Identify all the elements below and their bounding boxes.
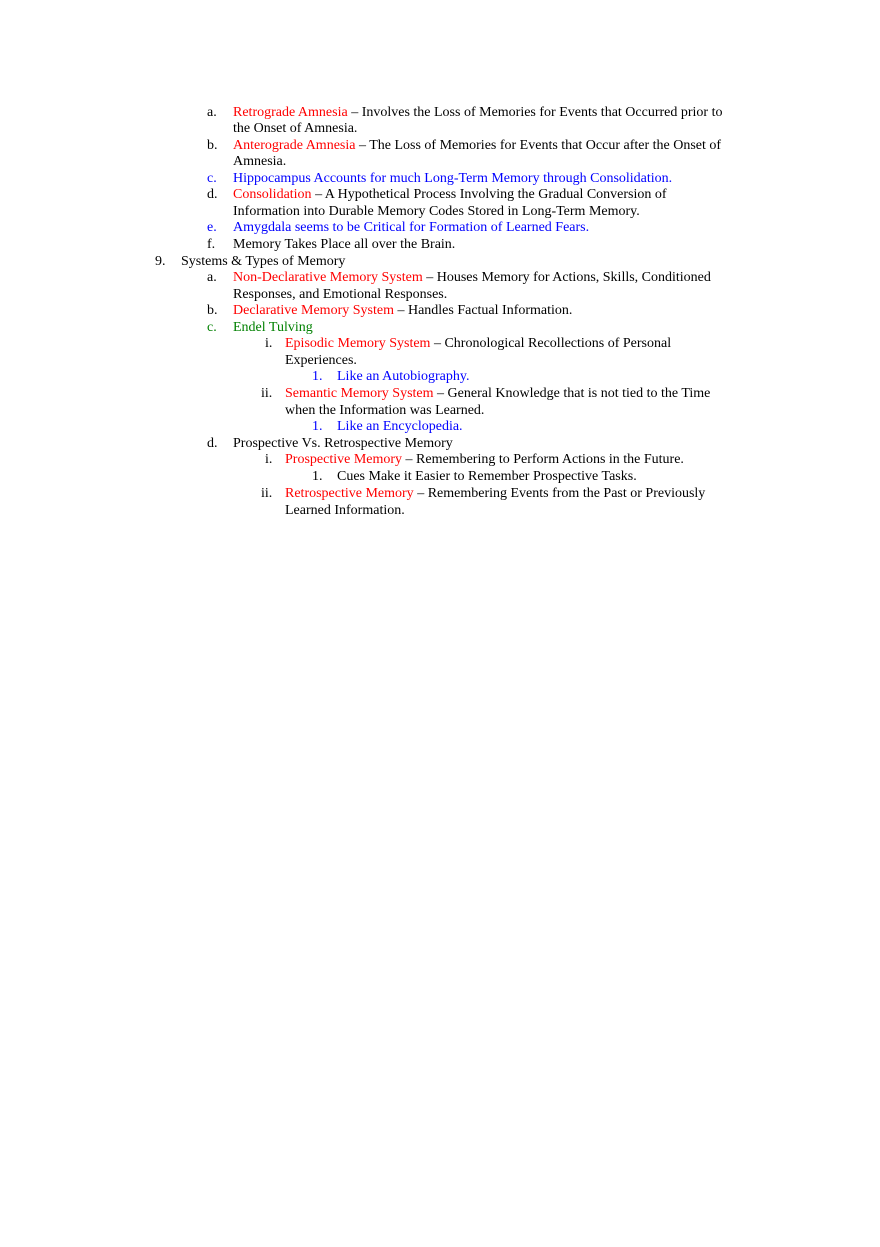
term: Retrograde Amnesia bbox=[233, 105, 348, 120]
list-item-continuation: Experiences. bbox=[285, 353, 357, 368]
list-item-memory-brain: Memory Takes Place all over the Brain. bbox=[233, 237, 456, 252]
list-marker: ii. bbox=[261, 386, 273, 401]
list-item-continuation: Learned Information. bbox=[285, 503, 405, 518]
list-item-hippocampus: Hippocampus Accounts for much Long-Term Memory through Consolidation. bbox=[233, 171, 673, 186]
term: Prospective Memory bbox=[285, 452, 403, 467]
list-item-continuation: the Onset of Amnesia. bbox=[233, 121, 358, 136]
list-marker: i. bbox=[265, 452, 273, 467]
list-marker: b. bbox=[207, 138, 218, 153]
list-item-autobiography: Like an Autobiography. bbox=[337, 369, 470, 384]
term: Retrospective Memory bbox=[285, 486, 414, 501]
list-item-non-declarative bbox=[233, 270, 711, 287]
list-item-continuation: Information into Durable Memory Codes Stored in Long-Term Memory. bbox=[233, 204, 640, 219]
list-item-endel-tulving: Endel Tulving bbox=[233, 320, 313, 335]
list-marker: 9. bbox=[155, 254, 166, 269]
list-marker: d. bbox=[207, 436, 218, 451]
term: Non-Declarative Memory System bbox=[233, 270, 423, 285]
list-item-declarative bbox=[233, 303, 572, 320]
list-marker: f. bbox=[207, 237, 216, 252]
list-marker: c. bbox=[207, 320, 217, 335]
definition: – Remembering Events from the Past or Previously bbox=[413, 486, 706, 501]
term: Episodic Memory System bbox=[285, 336, 431, 351]
section-heading-systems-types: Systems & Types of Memory bbox=[181, 254, 346, 269]
list-item-consolidation bbox=[233, 187, 667, 204]
list-marker: 1. bbox=[312, 469, 323, 484]
list-item-prospective bbox=[285, 452, 684, 469]
list-marker: a. bbox=[207, 270, 217, 285]
definition: – Houses Memory for Actions, Skills, Conditioned bbox=[422, 270, 711, 285]
list-marker: a. bbox=[207, 105, 217, 120]
list-item-prospective-vs-retrospective: Prospective Vs. Retrospective Memory bbox=[233, 436, 453, 451]
definition: – The Loss of Memories for Events that Occur after the Onset of bbox=[355, 138, 722, 153]
definition: – Chronological Recollections of Personal bbox=[430, 336, 672, 351]
list-marker: ii. bbox=[261, 486, 273, 501]
term: Anterograde Amnesia bbox=[233, 138, 356, 153]
definition: – Remembering to Perform Actions in the Future. bbox=[402, 452, 684, 467]
list-item-encyclopedia: Like an Encyclopedia. bbox=[337, 419, 463, 434]
list-item-retrograde-amnesia bbox=[233, 105, 722, 122]
list-item-continuation: Amnesia. bbox=[233, 154, 287, 169]
list-marker: c. bbox=[207, 171, 217, 186]
term: Semantic Memory System bbox=[285, 386, 434, 401]
list-marker: e. bbox=[207, 220, 217, 235]
term: Consolidation bbox=[233, 187, 312, 202]
definition: – Involves the Loss of Memories for Events that Occurred prior to bbox=[347, 105, 723, 120]
list-item-anterograde-amnesia bbox=[233, 138, 721, 155]
list-marker: d. bbox=[207, 187, 218, 202]
list-marker: i. bbox=[265, 336, 273, 351]
term: Declarative Memory System bbox=[233, 303, 394, 318]
list-marker: 1. bbox=[312, 419, 323, 434]
definition: – Handles Factual Information. bbox=[393, 303, 573, 318]
list-marker: b. bbox=[207, 303, 218, 318]
list-item-retrospective bbox=[285, 486, 705, 503]
list-item-amygdala: Amygdala seems to be Critical for Formation of Learned Fears. bbox=[233, 220, 590, 235]
list-item-continuation: Responses, and Emotional Responses. bbox=[233, 287, 448, 302]
definition: – General Knowledge that is not tied to the Time bbox=[433, 386, 711, 401]
definition: – A Hypothetical Process Involving the Gradual Conversion of bbox=[311, 187, 667, 202]
list-marker: 1. bbox=[312, 369, 323, 384]
list-item-cues: Cues Make it Easier to Remember Prospective Tasks. bbox=[337, 469, 637, 484]
list-item-semantic bbox=[285, 386, 710, 403]
list-item-episodic bbox=[285, 336, 671, 353]
list-item-continuation: when the Information was Learned. bbox=[285, 403, 485, 418]
